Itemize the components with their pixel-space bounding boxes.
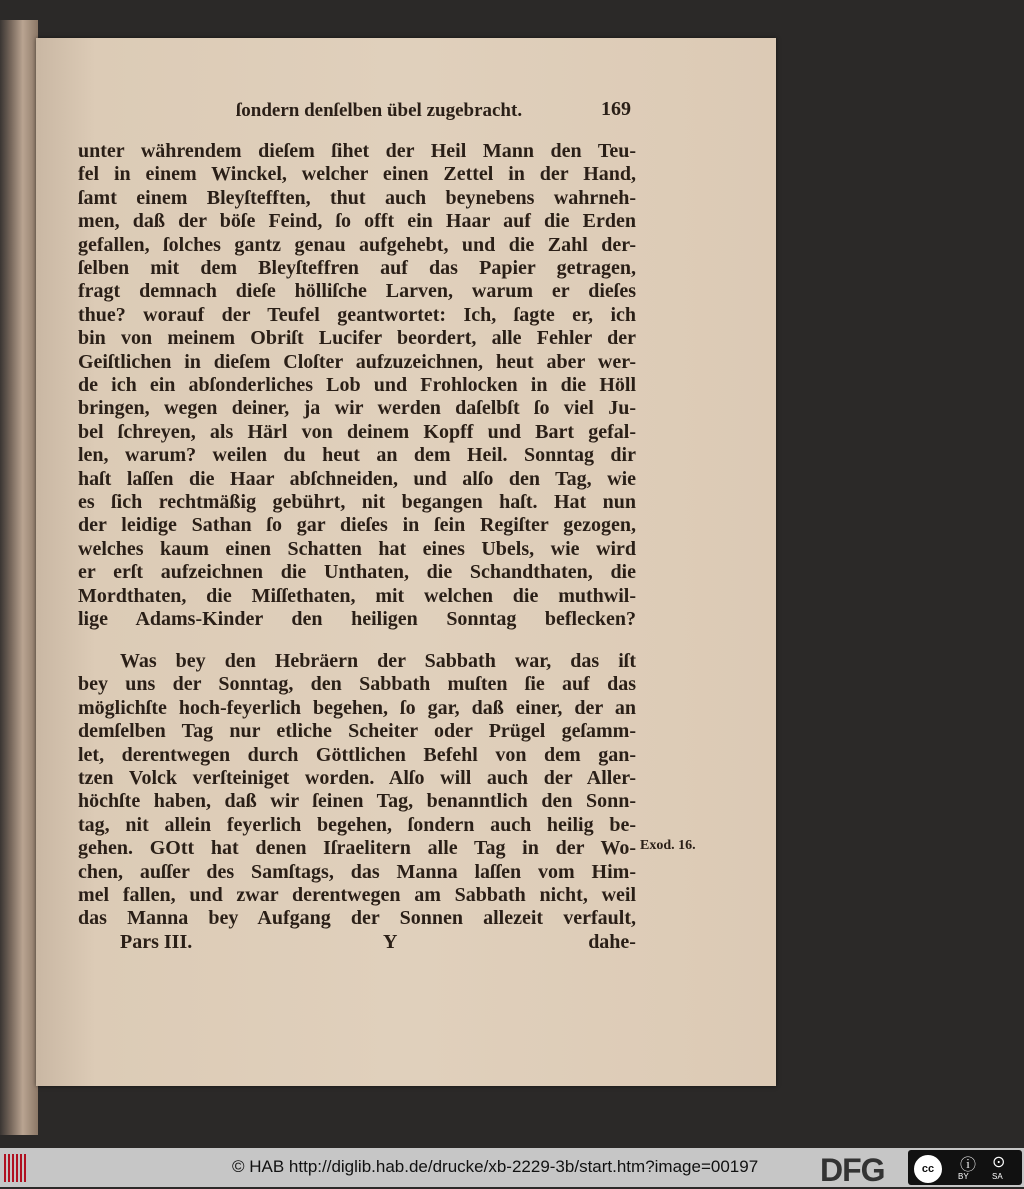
text-line: thue? worauf der Teufel geantwortet: Ich, ſagte er, ich [78,303,636,326]
book-page [36,38,776,1086]
cc-icon: cc [914,1155,942,1183]
sa-icon: ⊙ [992,1154,1006,1171]
text-line: de ich ein abſonderliches Lob und Frohlocken in die Höll [78,374,636,396]
text-line: Geiſtlichen in dieſem Cloſter aufzuzeichnen, heut aber wer- [78,350,636,373]
text-line: er erſt aufzeichnen die Unthaten, die Schandthaten, die [78,561,636,584]
text-line: Mordthaten, die Miſſethaten, mit welchen die muthwil- [78,584,636,607]
dfg-logo[interactable]: DFG [820,1152,885,1188]
text-line: Was bey den Hebräern der Sabbath war, das iſt [120,650,636,672]
text-line: let, derentwegen durch Göttlichen Befehl von dem gan- [78,743,636,766]
text-line: mel fallen, und zwar derentwegen am Sabbath nicht, weil [78,884,636,906]
margin-note: Exod. 16. [640,838,696,853]
signature: Pars III. [120,931,193,953]
text-line: ſamt einem Bleyſtefften, thut auch beynebens wahrneh- [78,186,636,209]
signature-line [120,931,636,954]
by-icon: ⓘ [960,1157,977,1174]
running-head: ſondern denſelben übel zugebracht. [236,100,523,121]
text-line: haſt laſſen die Haar abſchneiden, und alſo den Tag, wie [78,467,636,490]
text-line: tag, nit allein feyerlich begehen, ſondern auch heilig be- [78,813,636,836]
text-line: unter währendem dieſem ſihet der Heil Mann den Teu- [78,140,636,162]
cc-license-badge[interactable] [908,1150,1022,1185]
text-line: höchſte haben, daß wir ſeinen Tag, benanntlich den Sonn- [78,790,636,813]
by-label: BY [958,1172,969,1181]
copyright-link[interactable]: © HAB http://diglib.hab.de/drucke/xb-2229-3b/start.htm?image=00197 [232,1157,759,1176]
text-line: bey uns der Sonntag, den Sabbath muſten ſie auf das [78,673,636,696]
text-line: bel ſchreyen, als Härl von deinem Kopff und Bart gefal- [78,420,636,443]
text-line: bringen, wegen deiner, ja wir werden daſelbſt ſo viel Ju- [78,397,636,420]
text-line: gefallen, ſolches gantz genau aufgehebt, und die Zahl der- [78,233,636,256]
text-line: bin von meinem Obriſt Lucifer beordert, alle Fehler der [78,327,636,350]
text-line: fel in einem Winckel, welcher einen Zettel in der Hand, [78,163,636,186]
catchword: dahe- [588,931,636,953]
book-spine [0,20,38,1135]
sa-label: SA [992,1172,1003,1181]
text-line: tzen Volck verſteiniget worden. Alſo will auch der Aller- [78,767,636,789]
text-line: demſelben Tag nur etliche Scheiter oder Prügel geſamm- [78,720,636,743]
text-line: lige Adams-Kinder den heiligen Sonntag beflecken? [78,608,636,630]
text-line: das Manna bey Aufgang der Sonnen allezeit verfault, [78,907,636,930]
text-line: möglichſte hoch-feyerlich begehen, ſo gar, daß einer, der an [78,696,636,719]
text-line: der leidige Sathan ſo gar dieſes in ſein Regiſter gezogen, [78,514,636,537]
text-line: welches kaum einen Schatten hat eines Ubels, wie wird [78,537,636,560]
signature-mark: Y [382,931,398,953]
text-line: gehen. GOtt hat denen Iſraelitern alle Tag in der Wo- [78,837,636,860]
text-line: es ſich rechtmäßig gebührt, nit begangen haſt. Hat nun [78,491,636,513]
hab-logo-icon[interactable] [4,1154,28,1182]
text-line: men, daß der böſe Feind, ſo offt ein Haar auf die Erden [78,210,636,233]
page-number: 169 [601,98,631,120]
text-line: chen, auſſer des Samſtags, das Manna laſſen vom Him- [78,860,636,883]
text-line: len, warum? weilen du heut an dem Heil. Sonntag dir [78,444,636,467]
footer-bar [0,1148,1024,1187]
text-line: ſelben mit dem Bleyſteffren auf das Papier getragen, [78,257,636,279]
text-line: fragt demnach dieſe hölliſche Larven, warum er dieſes [78,280,636,303]
